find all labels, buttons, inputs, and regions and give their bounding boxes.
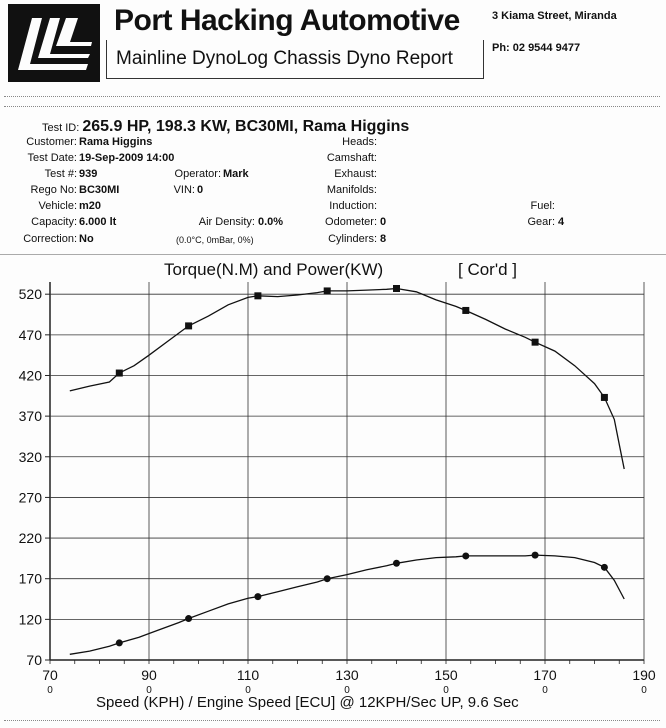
air-density-detail: (0.0°C, 0mBar, 0%)	[176, 235, 254, 245]
company-name: Port Hacking Automotive	[114, 4, 460, 37]
y-tick-label: 420	[18, 367, 42, 384]
chart-title: Torque(N.M) and Power(KW)	[164, 260, 384, 279]
power-marker	[601, 564, 608, 571]
y-tick-label: 270	[18, 489, 42, 506]
y-tick-label: 520	[18, 286, 42, 303]
power-marker	[532, 552, 539, 559]
y-tick-label: 320	[18, 448, 42, 465]
air-density-label: Air Density:	[198, 216, 255, 228]
y-tick-label: 120	[18, 611, 42, 628]
x-axis-caption: Speed (KPH) / Engine Speed [ECU] @ 12KPH/Sec UP, 9.6 Sec	[96, 694, 519, 711]
vehicle-label: Vehicle:	[38, 200, 77, 212]
y-tick-label: 170	[18, 570, 42, 587]
x-tick-label: 110	[236, 667, 260, 683]
cylinders-value: 8	[380, 233, 387, 245]
torque-marker	[462, 307, 469, 314]
x-tick-label: 190	[632, 667, 656, 683]
gear-value: 4	[558, 216, 565, 228]
test-date-value: 19-Sep-2009 14:00	[79, 152, 175, 164]
y-axis-labels	[19, 286, 43, 668]
odometer-value: 0	[380, 216, 387, 228]
vin-label: VIN:	[173, 184, 195, 196]
torque-marker	[393, 285, 400, 292]
torque-marker	[254, 292, 261, 299]
x-sub-tick-label: 0	[47, 685, 53, 696]
capacity-label: Capacity:	[31, 216, 77, 228]
rego-value: BC30MI	[79, 184, 120, 196]
power-marker	[116, 639, 123, 646]
x-sub-tick-label: 0	[245, 685, 251, 696]
y-tick-label: 220	[18, 530, 42, 547]
test-id-value: 265.9 HP, 198.3 KW, BC30MI, Rama Higgins	[82, 118, 410, 135]
x-sub-tick-label: 0	[146, 685, 152, 696]
chart-grid	[45, 282, 644, 664]
capacity-value: 6.000 lt	[79, 216, 117, 228]
cylinders-label: Cylinders:	[328, 233, 377, 245]
test-number-label: Test #:	[44, 168, 77, 180]
camshaft-label: Camshaft:	[326, 152, 377, 164]
test-id-label: Test ID:	[42, 122, 80, 134]
vin-value: 0	[197, 184, 204, 196]
torque-marker	[116, 370, 123, 377]
fuel-label: Fuel:	[530, 200, 555, 212]
x-sub-tick-label: 0	[542, 685, 548, 696]
chart-correction-note: [ Cor'd ]	[458, 260, 517, 279]
air-density-value: 0.0%	[258, 216, 284, 228]
x-sub-tick-label: 0	[344, 685, 350, 696]
x-sub-tick-label: 0	[641, 685, 647, 696]
company-address: 3 Kiama Street, Miranda	[492, 10, 617, 22]
x-axis-labels	[42, 667, 656, 696]
x-sub-tick-label: 0	[443, 685, 449, 696]
operator-value: Mark	[223, 168, 249, 180]
company-phone: Ph: 02 9544 9477	[492, 42, 581, 54]
induction-label: Induction:	[329, 200, 377, 212]
x-tick-label: 90	[141, 667, 157, 683]
rego-label: Rego No:	[30, 184, 77, 196]
power-marker	[254, 593, 261, 600]
gear-label: Gear:	[527, 216, 555, 228]
x-tick-label: 170	[533, 667, 557, 683]
y-tick-label: 70	[26, 652, 42, 668]
y-tick-label: 370	[18, 408, 42, 425]
torque-marker	[324, 287, 331, 294]
y-tick-label: 470	[18, 326, 42, 343]
correction-value: No	[79, 233, 94, 245]
torque-marker	[185, 322, 192, 329]
torque-marker	[532, 339, 539, 346]
manifolds-label: Manifolds:	[326, 184, 377, 196]
footer-separator	[4, 720, 660, 721]
x-tick-label: 130	[335, 667, 359, 683]
exhaust-label: Exhaust:	[334, 168, 377, 180]
power-marker	[393, 560, 400, 567]
chart-markers	[116, 285, 608, 646]
test-date-label: Test Date:	[27, 152, 77, 164]
customer-label: Customer:	[26, 136, 77, 148]
correction-label: Correction:	[23, 233, 77, 245]
heads-label: Heads:	[342, 136, 377, 148]
vehicle-value: m20	[79, 200, 102, 212]
power-marker	[324, 575, 331, 582]
customer-value: Rama Higgins	[79, 136, 153, 148]
torque-marker	[601, 394, 608, 401]
power-marker	[185, 615, 192, 622]
odometer-label: Odometer:	[325, 216, 377, 228]
test-number-value: 939	[79, 168, 98, 180]
operator-label: Operator:	[174, 168, 221, 180]
power-marker	[462, 552, 469, 559]
x-tick-label: 70	[42, 667, 58, 683]
report-title: Mainline DynoLog Chassis Dyno Report	[116, 48, 453, 69]
x-tick-label: 150	[434, 667, 458, 683]
